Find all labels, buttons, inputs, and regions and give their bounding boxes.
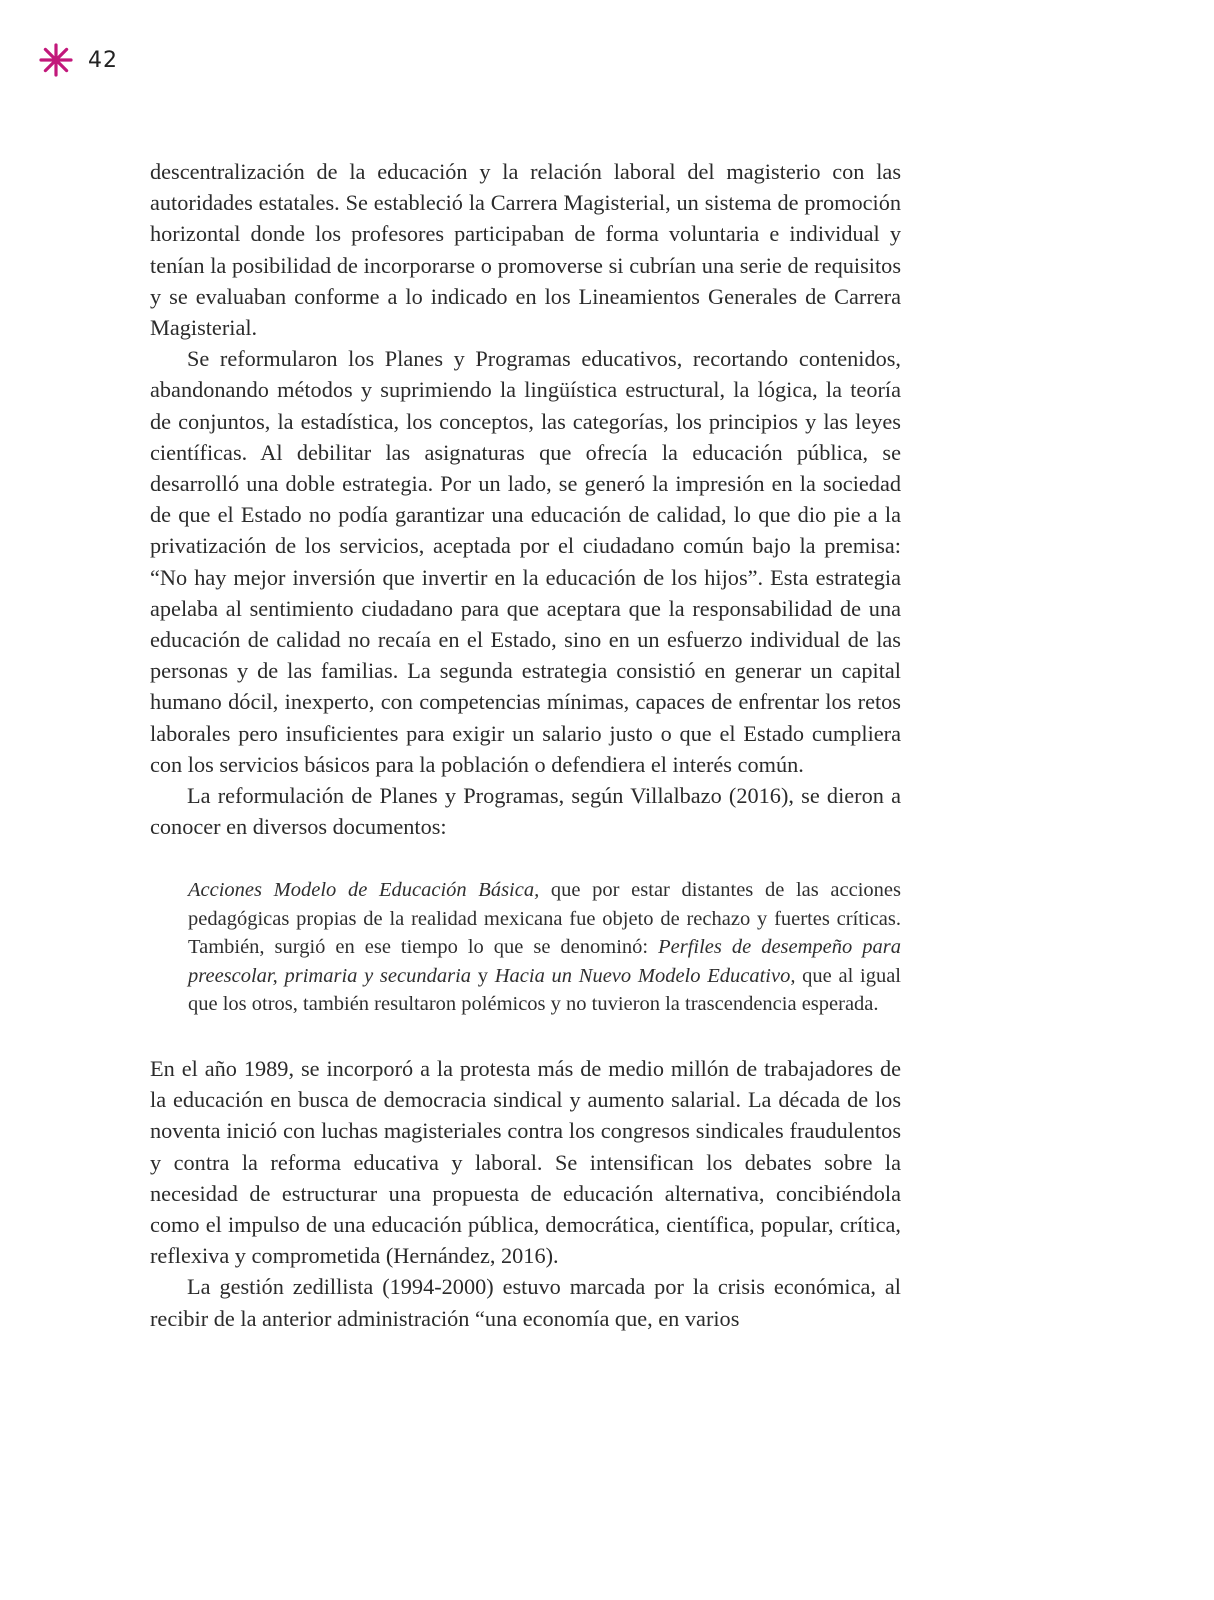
quote-title: Perfiles de desempeño para preescolar, primaria y secundaria: [188, 936, 901, 987]
block-quote: [188, 876, 901, 1019]
paragraph: En el año 1989, se incorporó a la protesta más de medio millón de trabajadores de la educación en busca de democracia sindical y aumento salarial. La década de los noventa inició con luchas magisteriales contra los congresos sindicales fraudulentos y contra la reforma educativa y laboral. Se intensifican los debates sobre la necesidad de estructurar una propuesta de educación alternativa, concibiéndola como el impulso de una educación pública, democrática, científica, popular, crítica, reflexiva y comprometida (Hernández, 2016).: [150, 1055, 901, 1269]
paragraph: La reformulación de Planes y Programas, según Villalbazo (2016), se dieron a conocer en diversos documentos:: [150, 783, 901, 840]
paragraph: descentralización de la educación y la relación laboral del magisterio con las autoridades estatales. Se estableció la Carrera Magisterial, un sistema de promoción horizontal donde los profesores participaban de forma voluntaria e individual y tenían la posibilidad de incorporarse o promoverse si cubrían una serie de requisitos y se evaluaban conforme a lo indicado en los Lineamientos Generales de Carrera Magisterial.: [150, 159, 901, 341]
quote-title: Hacia un Nuevo Modelo Educativo,: [494, 964, 796, 987]
asterisk-icon: [38, 42, 74, 78]
page-number: 42: [88, 47, 118, 73]
page-header: [38, 42, 118, 78]
paragraph: Se reformularon los Planes y Programas educativos, recortando contenidos, abandonando métodos y suprimiendo la lingüística estructural, la lógica, la teoría de conjuntos, la estadística, los conceptos, las categorías, los principios y las leyes científicas. Al debilitar las asignaturas que ofrecía la educación pública, se desarrolló una doble estrategia. Por un lado, se generó la impresión en la sociedad de que el Estado no podía garantizar una educación de calidad, lo que dio pie a la privatización de los servicios, aceptada por el ciudadano común bajo la premisa: “No hay mejor inversión que invertir en la educación de los hijos”. Esta estrategia apelaba al sentimiento ciudadano para que aceptara que la responsabilidad de una educación de calidad no recaía en el Estado, sino en un esfuerzo individual de las personas y de las familias. La segunda estrategia consistió en generar un capital humano dócil, inexperto, con competencias mínimas, capaces de enfrentar los retos laborales pero insuficientes para exigir un salario justo o que el Estado cumpliera con los servicios básicos para la población o defendiera el interés común.: [150, 346, 901, 777]
quote-text: que al igual que los otros, también resultaron polémicos y no tuvieron la trascendencia esperada.: [188, 964, 902, 1016]
quote-title: Acciones Modelo de Educación Básica,: [188, 879, 540, 902]
quote-text: que por estar distantes de las acciones pedagógicas propias de la realidad mexicana fue objeto de rechazo y fuertes críticas. También, surgió en ese tiempo lo que se denominó:: [188, 879, 901, 959]
paragraph: La gestión zedillista (1994-2000) estuvo marcada por la crisis económica, al recibir de la anterior administración “una economía que, en varios: [150, 1274, 901, 1331]
body-text: [150, 156, 901, 1334]
quote-text: y: [471, 964, 495, 987]
